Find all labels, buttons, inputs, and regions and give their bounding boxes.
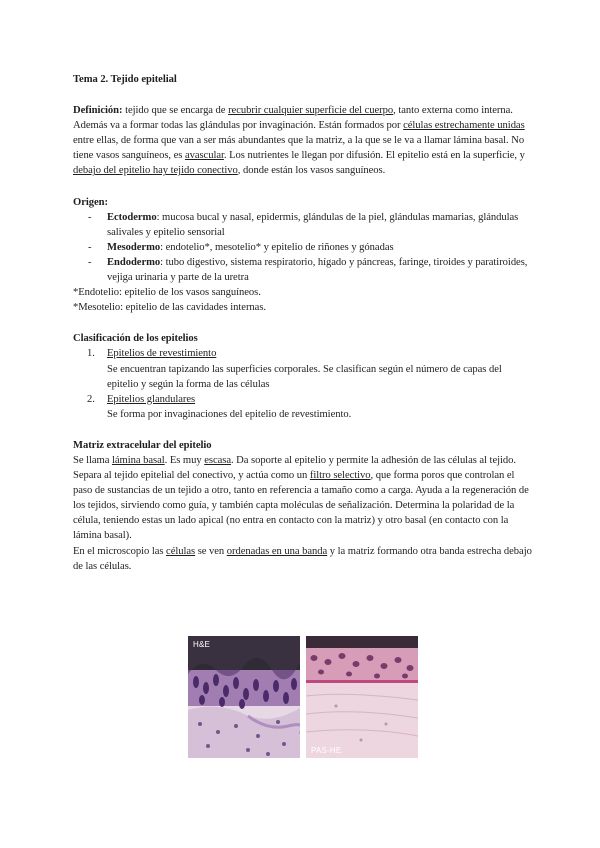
page-title: Tema 2. Tejido epitelial	[73, 74, 177, 85]
underlined-text: recubrir cualquier superficie del cuerpo	[228, 105, 394, 117]
histology-images	[188, 636, 418, 758]
pas-he-label: PAS-HE	[311, 746, 342, 755]
underlined-text: células estrechamente unidas	[403, 120, 525, 132]
underlined-text: avascular	[184, 150, 224, 162]
underlined-text: debajo del epitelio hay tejido conectivo	[73, 165, 238, 177]
he-label: H&E	[193, 640, 211, 649]
footnote-endotelio: *Endotelio: epitelio de los vasos sanguíneos.	[73, 287, 261, 299]
list-item: - Mesodermo: endotelio*, mesotelio* y epitelio de riñones y gónadas	[73, 240, 533, 255]
list-item: - Endodermo: tubo digestivo, sistema respiratorio, hígado y páncreas, faringe, tiroides y paratiroides, vejiga urinaria y parte de la uretra	[73, 255, 533, 285]
origin-heading: Origen:	[73, 196, 108, 208]
matrix-paragraph: Se llama lámina basal. Es muy escasa. Da soporte al epitelio y permite la adhesión de las células al tejido. Separa al tejido epitelial del conectivo, y actúa como un filtro selectivo, que forma poros que controlan el paso de sustancias de un tejido a otro, tanto en referencia a tamaño como a carga. Ayuda a la regeneración de los tejidos, sirviendo como guía, y también capta moléculas de señalización. Determina la polaridad de la célula, teniendo estas un lado apical (no entra en contacto con la matriz) y otro basal (en contacto con la lámina basal).	[73, 454, 529, 542]
list-item: 2. Epitelios glandulares Se forma por invaginaciones del epitelio de revestimiento.	[87, 393, 352, 420]
pas-he-stain-image	[306, 636, 418, 758]
definition-paragraph: Definición: tejido que se encarga de recubrir cualquier superficie del cuerpo, tanto externa como interna. Además va a formar todas las glándulas por invaginación. Están formados por células estrechamente unidas entre ellas, de forma que van a ser más abundantes que la matriz, a la que se le va a llamar lámina basal. No tiene vasos sanguíneos, es avascular. Los nutrientes le llegan por difusión. El epitelio está en la superficie, y debajo del epitelio hay tejido conectivo, donde están los vasos sanguíneos.	[73, 105, 525, 177]
classification-heading: Clasificación de los epitelios	[73, 333, 198, 345]
microscope-paragraph: En el microscopio las células se ven ordenadas en una banda y la matriz formando otra banda estrecha debajo de las células.	[73, 545, 532, 572]
definition-label: Definición:	[73, 105, 123, 117]
matrix-heading: Matriz extracelular del epitelio	[73, 439, 212, 451]
classification-list	[73, 346, 533, 421]
list-item-title: Epitelios de revestimiento	[107, 348, 217, 360]
he-stain-image	[188, 636, 300, 758]
document-page	[73, 72, 533, 574]
list-item-title: Epitelios glandulares	[107, 393, 196, 405]
list-item: - Ectodermo: mucosa bucal y nasal, epidermis, glándulas de la piel, glándulas mamarias, glándulas salivales y epitelio sensorial	[73, 210, 533, 240]
list-item: 1. Epitelios de revestimiento Se encuentran tapizando las superficies corporales. Se clasifican según el número de capas del epitelio y según la forma de las células	[87, 348, 502, 390]
origin-list	[73, 210, 533, 285]
footnote-mesotelio: *Mesotelio: epitelio de las cavidades internas.	[73, 302, 266, 314]
